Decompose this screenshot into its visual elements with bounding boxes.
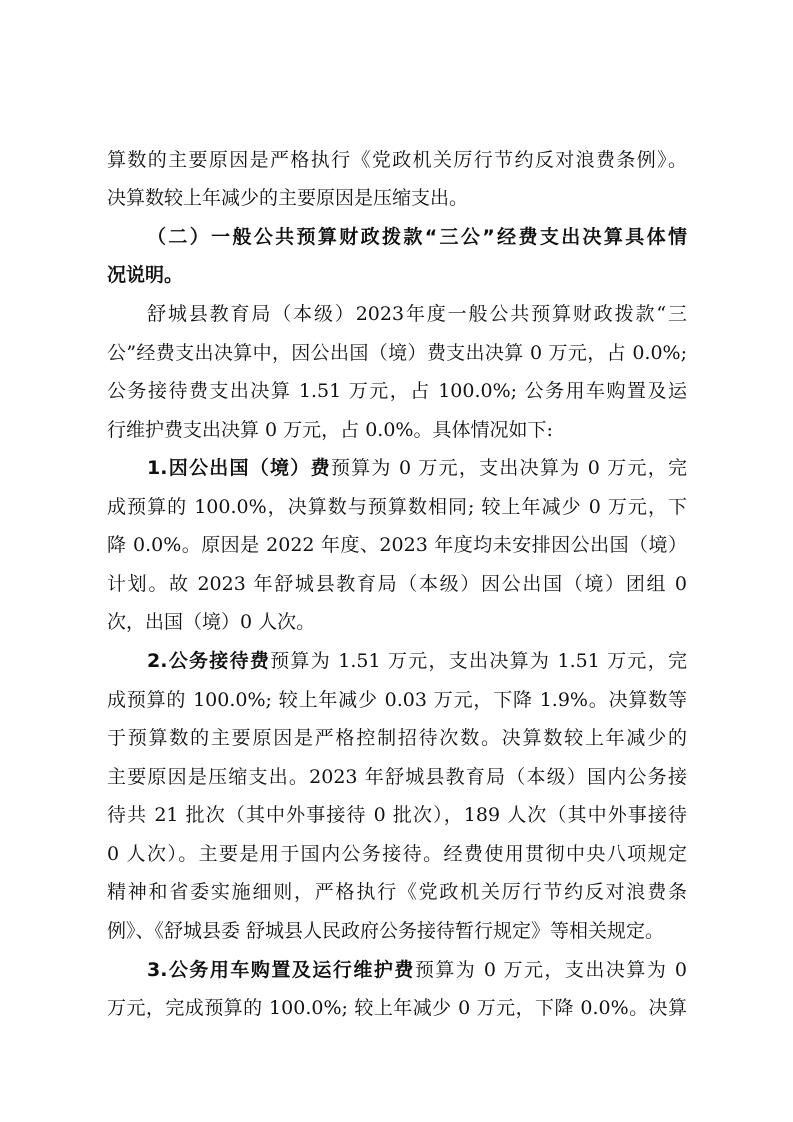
paragraph-line: 算数的主要原因是严格执行《党政机关厉行节约反对浪费条例》。 <box>107 149 687 171</box>
paragraph-line: 万元，完成预算的 100.0%; 较上年减少 0 万元，下降 0.0%。决算 <box>107 997 687 1019</box>
paragraph-line: 公务接待费支出决算 1.51 万元，占 100.0%; 公务用车购置及运 <box>107 380 687 402</box>
item-1-text: 预算为 0 万元，支出决算为 0 万元，完 <box>330 457 687 479</box>
item-2-label: 2.公务接待费 <box>147 650 271 672</box>
section-heading-continued: 况说明。 <box>107 264 184 286</box>
section-heading: （二）一般公共预算财政拨款“三公”经费支出决算具体情 <box>147 226 687 248</box>
paragraph-line: 舒城县教育局（本级）2023年度一般公共预算财政拨款“三 <box>147 303 687 325</box>
item-3-label: 3.公务用车购置及运行维护费 <box>147 959 415 981</box>
paragraph-line: 主要原因是压缩支出。2023 年舒城县教育局（本级）国内公务接 <box>107 766 687 788</box>
paragraph-line: 决算数较上年减少的主要原因是压缩支出。 <box>107 187 469 209</box>
paragraph-line: 成预算的 100.0%，决算数与预算数相同; 较上年减少 0 万元，下 <box>107 496 687 518</box>
item-2-text: 预算为 1.51 万元，支出决算为 1.51 万元，完 <box>270 650 687 672</box>
paragraph-line: 计划。故 2023 年舒城县教育局（本级）因公出国（境）团组 0 <box>107 573 687 595</box>
paragraph-line: 于预算数的主要原因是严格控制招待次数。决算数较上年减少的 <box>107 727 687 749</box>
paragraph-line: 例》、《舒城县委 舒城县人民政府公务接待暂行规定》等相关规定。 <box>107 920 665 942</box>
item-1-first-line <box>147 456 687 480</box>
paragraph-line: 行维护费支出决算 0 万元，占 0.0%。具体情况如下: <box>107 419 553 441</box>
item-3-first-line <box>147 958 687 982</box>
item-2-first-line <box>147 649 687 673</box>
paragraph-line: 0 人次）。主要是用于国内公务接待。经费使用贯彻中央八项规定 <box>107 843 687 865</box>
item-3-text: 预算为 0 万元，支出决算为 0 <box>414 959 687 981</box>
paragraph-line: 降 0.0%。原因是 2022 年度、2023 年度均未安排因公出国（境） <box>107 534 687 556</box>
item-1-label: 1.因公出国（境）费 <box>147 457 331 479</box>
paragraph-line: 成预算的 100.0%; 较上年减少 0.03 万元，下降 1.9%。决算数等 <box>107 689 687 711</box>
paragraph-line: 精神和省委实施细则，严格执行《党政机关厉行节约反对浪费条 <box>107 881 687 903</box>
paragraph-line: 待共 21 批次（其中外事接待 0 批次），189 人次（其中外事接待 <box>107 804 687 826</box>
paragraph-line: 次，出国（境）0 人次。 <box>107 611 316 633</box>
paragraph-line: 公”经费支出决算中，因公出国（境）费支出决算 0 万元，占 0.0%; <box>107 342 687 364</box>
